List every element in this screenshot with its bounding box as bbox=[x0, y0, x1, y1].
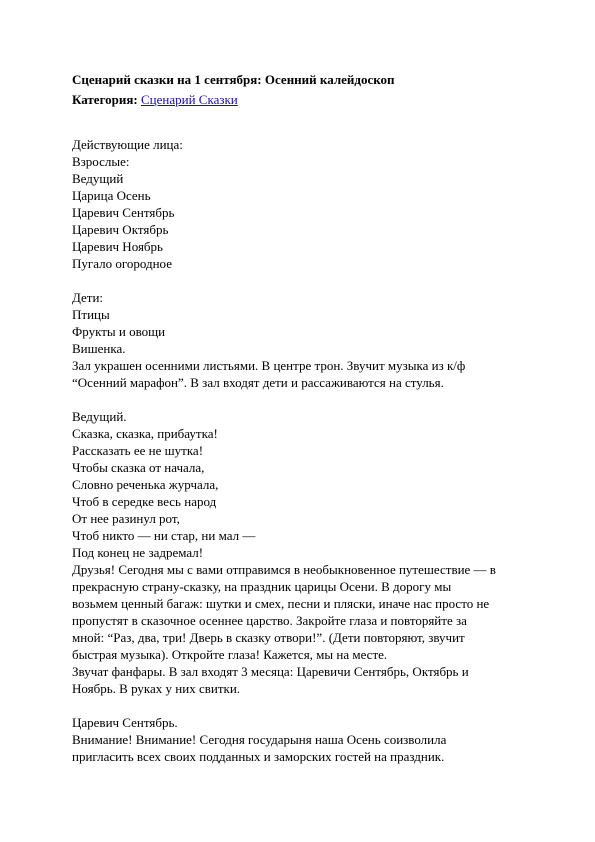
text-line: Царевич Сентябрь. bbox=[72, 715, 178, 730]
category-link[interactable]: Сценарий Сказки bbox=[141, 92, 238, 107]
text-line: Чтоб никто — ни стар, ни мал — bbox=[72, 528, 256, 543]
text-line: Чтоб в середке весь народ bbox=[72, 494, 217, 509]
document-title: Сценарий сказки на 1 сентября: Осенний калейдоскоп bbox=[72, 72, 395, 87]
text-line: Птицы bbox=[72, 307, 110, 322]
text-line: Взрослые: bbox=[72, 154, 130, 169]
document-page bbox=[72, 70, 542, 765]
paragraph-gap bbox=[72, 697, 542, 714]
document-body bbox=[72, 136, 542, 765]
paragraph-gap bbox=[72, 272, 542, 289]
text-line: Словно реченька журчала, bbox=[72, 477, 219, 492]
text-line: “Осенний марафон”. В зал входят дети и рассаживаются на стулья. bbox=[72, 375, 444, 390]
text-line: мной: “Раз, два, три! Дверь в сказку отвори!”. (Дети повторяют, звучит bbox=[72, 630, 465, 645]
text-line: Чтобы сказка от начала, bbox=[72, 460, 205, 475]
text-line: Ведущий. bbox=[72, 409, 127, 424]
text-line: Вишенка. bbox=[72, 341, 126, 356]
text-line: пригласить всех своих подданных и заморских гостей на праздник. bbox=[72, 749, 445, 764]
text-line: Пугало огородное bbox=[72, 256, 172, 271]
text-line: Друзья! Сегодня мы с вами отправимся в необыкновенное путешествие — в bbox=[72, 562, 496, 577]
text-line: Фрукты и овощи bbox=[72, 324, 166, 339]
text-line: Ноябрь. В руках у них свитки. bbox=[72, 681, 241, 696]
category-label: Категория: bbox=[72, 92, 138, 107]
text-line: Действующие лица: bbox=[72, 137, 183, 152]
text-line: От нее разинул рот, bbox=[72, 511, 180, 526]
text-line: пропустят в сказочное осеннее царство. Закройте глаза и повторяйте за bbox=[72, 613, 467, 628]
text-line: Царевич Сентябрь bbox=[72, 205, 175, 220]
text-line: Сказка, сказка, прибаутка! bbox=[72, 426, 218, 441]
text-line: Внимание! Внимание! Сегодня государыня наша Осень соизволила bbox=[72, 732, 447, 747]
text-line: быстрая музыка). Откройте глаза! Кажется, мы на месте. bbox=[72, 647, 388, 662]
text-line: Царица Осень bbox=[72, 188, 151, 203]
text-line: Зал украшен осенними листьями. В центре трон. Звучит музыка из к/ф bbox=[72, 358, 466, 373]
text-line: Звучат фанфары. В зал входят 3 месяца: Царевичи Сентябрь, Октябрь и bbox=[72, 664, 469, 679]
paragraph-gap bbox=[72, 391, 542, 408]
text-line: Дети: bbox=[72, 290, 104, 305]
text-line: прекрасную страну-сказку, на праздник царицы Осени. В дорогу мы bbox=[72, 579, 452, 594]
text-line: возьмем ценный багаж: шутки и смех, песни и пляски, иначе нас просто не bbox=[72, 596, 490, 611]
text-line: Под конец не задремал! bbox=[72, 545, 204, 560]
text-line: Царевич Ноябрь bbox=[72, 239, 163, 254]
category-line bbox=[72, 90, 542, 110]
text-line: Ведущий bbox=[72, 171, 124, 186]
text-line: Царевич Октябрь bbox=[72, 222, 169, 237]
text-line: Рассказать ее не шутка! bbox=[72, 443, 204, 458]
